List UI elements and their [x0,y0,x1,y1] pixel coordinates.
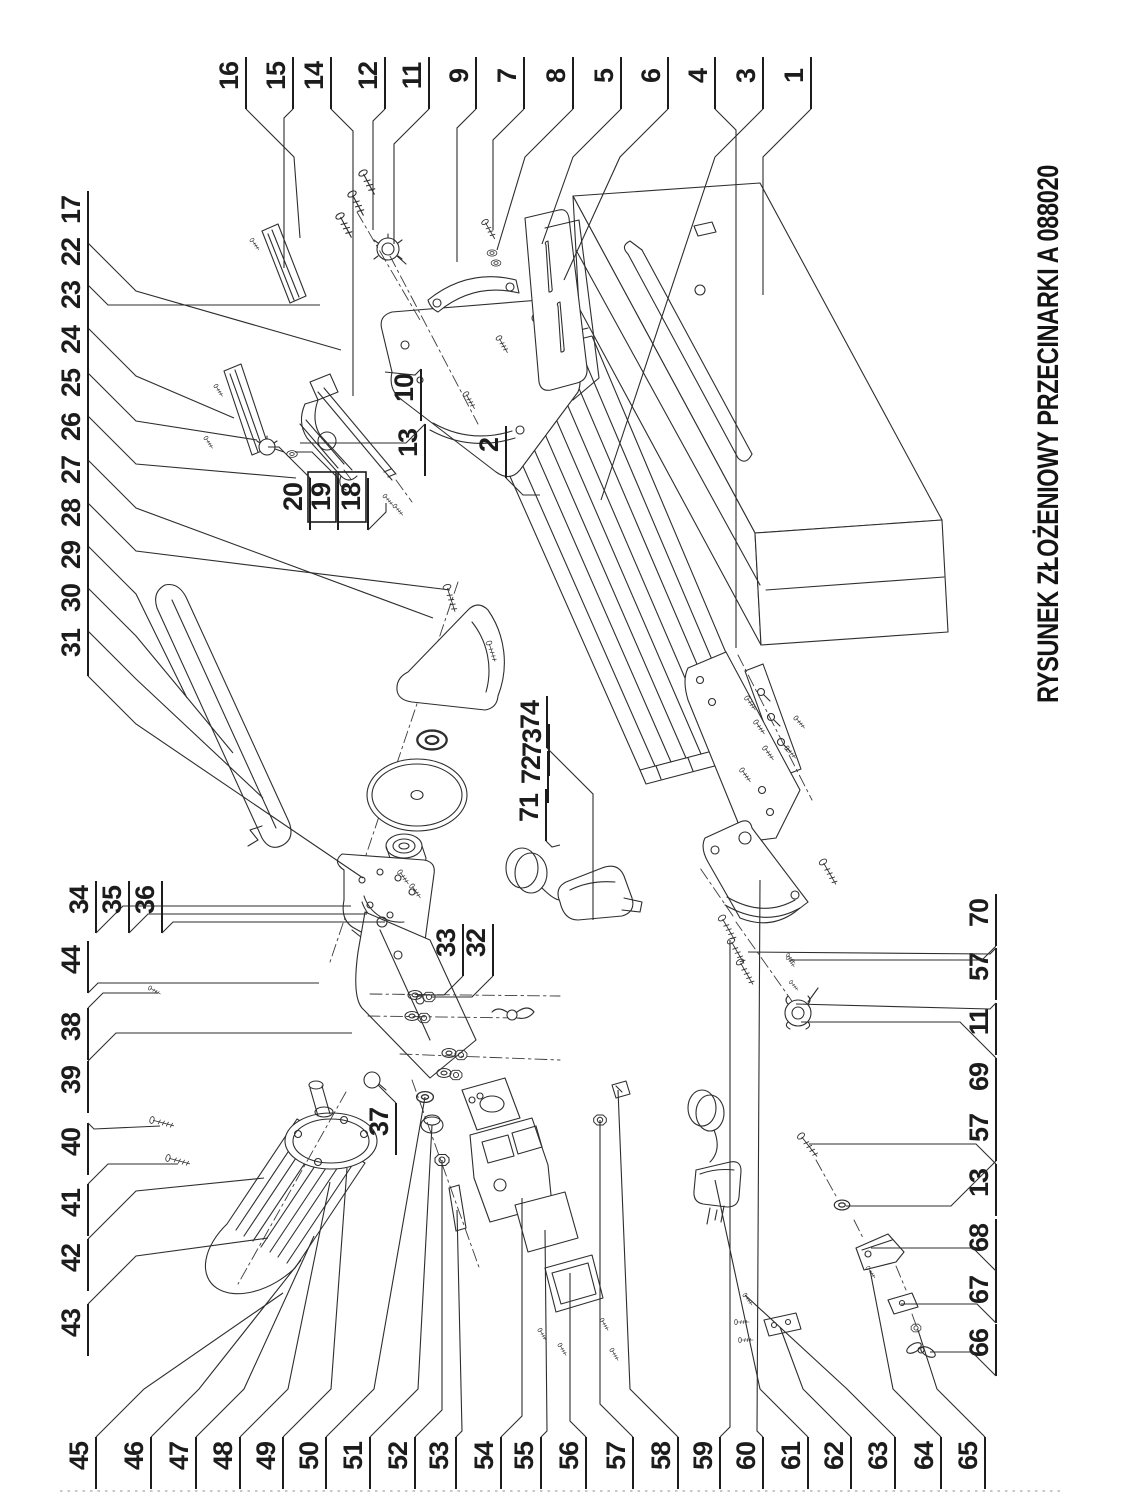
callout-number: 62 [819,1441,849,1471]
callout-number: 25 [56,368,86,398]
callout-26 [56,408,433,618]
callout-leader [88,1164,178,1184]
callout-leader [497,109,573,250]
callout-leader [88,285,320,305]
callout-leader [763,109,811,295]
callout-leader [431,976,493,997]
callout-67 [901,1271,996,1323]
callout-number: 57 [601,1441,631,1471]
callout-number: 1 [779,68,809,84]
callout-leader [88,676,363,878]
callout-leader [373,109,385,230]
callout-3 [601,57,763,500]
callout-56 [554,1273,586,1489]
callout-27 [56,451,450,590]
callout-30 [56,579,263,798]
callout-4 [683,57,736,648]
callout-number: 2 [474,437,504,453]
callout-leader [901,1304,996,1323]
callout-number: 51 [338,1441,368,1471]
callout-44 [56,941,319,993]
callout-leader [284,109,293,268]
callout-number: 65 [953,1441,983,1471]
callout-37 [364,1085,396,1155]
callout-leader [618,1090,678,1437]
callout-2 [474,426,540,495]
callout-number: 63 [863,1441,893,1471]
callout-number: 43 [56,1308,86,1338]
callout-number: 53 [424,1441,454,1471]
callout-leader [715,109,736,648]
callout-leader [757,880,763,1437]
callout-number: 23 [56,280,86,310]
callout-number: 56 [554,1441,584,1471]
callout-leader [415,1160,442,1437]
callout-number: 48 [208,1441,238,1471]
callout-leader [283,1168,347,1437]
callout-leader [378,1085,396,1103]
callout-leader [88,328,234,418]
callout-leader [780,1327,851,1437]
callout-13 [809,1144,996,1216]
callout-55 [509,1230,547,1489]
callout-number: 41 [56,1188,86,1218]
callout-number: 69 [964,1062,994,1092]
callout-52 [383,1160,442,1489]
callout-1 [763,57,811,295]
callout-leader [870,1270,941,1437]
callout-number: 68 [964,1223,994,1253]
callout-leader [748,948,996,954]
callout-leader [570,1273,586,1437]
callout-leader [417,976,463,995]
callout-leader [846,1161,996,1206]
callout-number: 35 [97,885,127,915]
callout-50 [294,1097,425,1489]
callout-number: 10 [389,373,419,403]
callout-number: 71 [514,793,544,823]
callout-number: 11 [397,62,427,90]
callout-number: 12 [353,61,383,91]
callout-13 [300,424,425,476]
callout-11 [796,1003,996,1055]
callout-number: 74 [515,700,545,730]
callout-number: 33 [431,928,461,958]
callout-leader [600,1120,633,1437]
callout-number: 45 [64,1441,94,1471]
callout-leader [564,109,668,280]
callout-leader [151,1260,301,1437]
callout-49 [251,1168,347,1489]
callout-number: 9 [444,68,474,84]
callout-leader [457,109,476,262]
callout-number: 16 [214,61,244,91]
callout-leader [501,1198,522,1437]
callout-11 [394,57,429,244]
callout-number: 5 [589,68,619,84]
callout-leader [88,1033,352,1061]
callout-25 [56,364,296,478]
callout-40 [56,1123,160,1175]
callout-number: 7 [492,68,522,84]
callout-leader [88,1178,264,1239]
callout-53 [424,1210,462,1489]
callout-61 [715,1180,808,1489]
callout-59 [688,940,730,1489]
callout-number: 64 [909,1441,939,1471]
callout-number: 14 [299,61,329,91]
callout-leader [601,109,763,500]
callout-31 [56,624,363,878]
drawing-title: RYSUNEK ZŁOŻENIOWY PRZECINARKI A 088020 [1032,19,1065,703]
callout-38 [56,993,157,1060]
callout-number: 44 [56,945,86,975]
callout-8 [497,57,573,250]
callout-leader [88,588,233,753]
callout-leader [547,748,593,920]
callout-number: 40 [56,1127,86,1157]
callout-leader [370,1125,432,1437]
callout-leader [240,1182,330,1437]
callout-leader [542,109,621,244]
callout-leader [88,243,341,350]
callout-number: 17 [56,195,86,225]
callout-number: 50 [294,1441,324,1471]
callout-15 [261,57,293,268]
callout-number: 11 [964,1008,994,1036]
callout-leader [745,1295,895,1437]
callout-number: 46 [119,1441,149,1471]
callout-leader [88,373,257,440]
callout-number: 57 [964,952,994,982]
callout-number: 20 [278,482,308,512]
callout-7 [492,57,524,230]
callout-leader [715,1180,808,1437]
callout-leader [720,940,730,1437]
callout-leader [88,460,433,618]
callout-number: 61 [776,1441,806,1471]
callout-leader [162,922,385,933]
callout-number: 29 [56,540,86,570]
callout-leader [331,109,353,396]
callout-number: 19 [306,482,336,512]
callout-number: 52 [383,1441,413,1471]
callout-number: 8 [541,68,571,84]
callout-number: 60 [731,1441,761,1471]
callout-41 [56,1164,178,1236]
callout-leader [541,1230,547,1437]
callout-number: 31 [56,628,86,658]
callout-leader [394,109,429,244]
callout-number: 49 [251,1441,281,1471]
callout-leader [456,1210,462,1437]
callout-number: 13 [393,428,423,458]
callout-number: 27 [56,455,86,485]
callout-number: 30 [56,583,86,613]
callout-number: 24 [56,325,86,355]
callout-leader [246,109,300,238]
callout-number: 70 [964,898,994,928]
callout-leader [506,478,540,495]
callout-leader [88,1123,160,1129]
callout-number: 26 [56,412,86,442]
callout-number: 59 [688,1441,718,1471]
callout-number: 57 [964,1113,994,1143]
callout-number: 37 [364,1107,394,1137]
callout-number: 73 [517,728,547,758]
callout-leader [326,1097,425,1437]
callout-66 [930,1324,996,1376]
callout-leader [88,631,263,798]
callout-36 [130,881,385,933]
callout-leader [546,841,560,847]
callout-6 [564,57,668,280]
callout-number: 66 [964,1328,994,1358]
callout-leader [88,416,296,478]
callout-number: 55 [509,1441,539,1471]
callout-20 [268,447,310,530]
callout-leader [368,503,386,530]
callout-number: 32 [461,928,491,958]
callout-number: 42 [56,1243,86,1273]
callout-leader [88,503,450,590]
callout-leader [88,983,319,993]
callout-number: 36 [130,885,160,915]
callout-leader [809,1144,996,1164]
callout-number: 58 [646,1441,676,1471]
callout-number: 54 [469,1441,499,1471]
callout-leader [295,452,338,478]
callout-9 [444,57,476,262]
callout-57 [748,948,996,1000]
callout-10 [385,369,421,421]
callout-60 [731,880,763,1489]
callout-70 [790,894,996,960]
callout-number: 4 [683,68,713,84]
callout-number: 13 [964,1168,994,1198]
callout-12 [353,57,385,230]
callout-leader [88,993,157,1008]
callout-number: 3 [731,68,761,84]
callout-number: 47 [164,1441,194,1471]
callout-number: 67 [964,1275,994,1305]
callout-leader [88,1238,268,1304]
callout-39 [56,1033,352,1113]
callout-number: 39 [56,1065,86,1095]
callout-22 [56,233,320,305]
callout-71 [514,789,560,847]
callout-58 [618,1090,678,1489]
callout-number: 34 [64,885,94,915]
callout-number: 6 [636,68,666,84]
callout-number: 15 [261,61,291,91]
callout-leader [796,1003,996,1009]
callout-number: 38 [56,1012,86,1042]
callout-24 [56,321,257,440]
callout-68 [871,1219,996,1271]
callout-33 [417,924,463,995]
callout-57 [600,1120,633,1489]
callout-5 [542,57,621,244]
callout-leader [88,546,187,698]
callout-number: 28 [56,498,86,528]
callout-number: 22 [56,237,86,267]
callout-number: 18 [336,482,366,512]
callout-number: 72 [516,755,546,785]
